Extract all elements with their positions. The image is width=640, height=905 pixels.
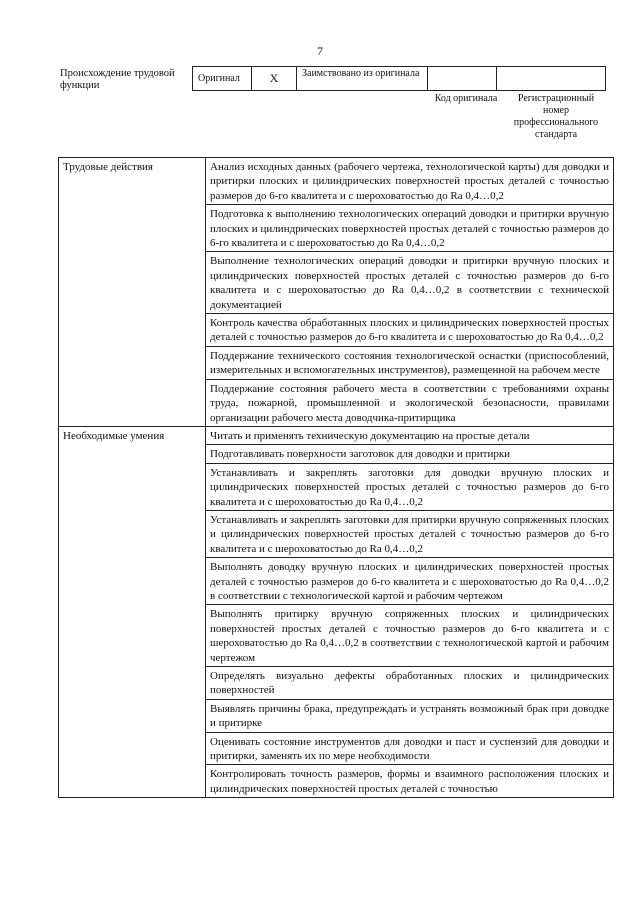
original-mark: X — [252, 67, 297, 91]
section-item: Оценивать состояние инструментов для доводки и паст и суспензий для доводки и притирки, заменять их по мере необходимости — [206, 732, 614, 765]
section-item: Читать и применять техническую документацию на простые детали — [206, 426, 614, 444]
section-item: Выполнение технологических операций доводки и притирки вручную плоских и цилиндрических поверхностей простых деталей с точностью размеров до 6-го квалитета и с шероховатостью до Ra 0,4…0,2 в соответствии с технической документацией — [206, 252, 614, 314]
code-cell — [428, 67, 497, 91]
section-item: Подготавливать поверхности заготовок для доводки и притирки — [206, 445, 614, 463]
origin-table — [192, 66, 606, 91]
labor-function-table — [58, 157, 614, 798]
origin-label: Происхождение трудовой функции — [60, 68, 175, 91]
section-item: Поддержание технического состояния технологической оснастки (приспособлений, измерительных и вспомогательных инструментов), размещенной на рабочем месте — [206, 346, 614, 379]
section-item: Контролировать точность размеров, формы и взаимного расположения плоских и цилиндрических поверхностей простых деталей с точностью — [206, 765, 614, 798]
section-item: Контроль качества обработанных плоских и цилиндрических поверхностей простых деталей с точностью размеров до 6-го квалитета и с шероховатостью до Ra 0,4…0,2 — [206, 314, 614, 347]
page-number: 7 — [317, 44, 323, 58]
section-item: Определять визуально дефекты обработанных плоских и цилиндрических поверхностей — [206, 667, 614, 700]
reg-caption: Регистрационный номер профессионального стандарта — [513, 93, 599, 140]
code-caption: Код оригинала — [434, 93, 498, 104]
section-item: Устанавливать и закреплять заготовки для притирки вручную сопряженных плоских и цилиндрических поверхностей простых деталей с точностью размеров до 6-го квалитета и с шероховатостью до Ra 0,4…0,2 — [206, 510, 614, 557]
reg-number-cell — [497, 67, 606, 91]
borrowed-label: Заимствовано из оригинала — [297, 67, 428, 91]
section-item: Выполнять доводку вручную плоских и цилиндрических поверхностей простых деталей с точностью размеров до 6-го квалитета и с шероховатостью до Ra 0,4…0,2 в соответствии с технологической картой и рабочим чертежом — [206, 558, 614, 605]
section-item: Подготовка к выполнению технологических операций доводки и притирки вручную плоских и цилиндрических поверхностей простых деталей с точностью размеров до 6-го квалитета и с шероховатостью до Ra 0,4…0,2 — [206, 205, 614, 252]
table-row — [59, 426, 614, 444]
section-item: Анализ исходных данных (рабочего чертежа, технологической карты) для доводки и притирки плоских и цилиндрических поверхностей простых деталей с точностью размеров до 6-го квалитета и с шероховатостью до Ra 0,4…0,2 — [206, 158, 614, 205]
section-item: Поддержание состояния рабочего места в соответствии с требованиями охраны труда, пожарной, промышленной и экологической безопасности, правилами организации рабочего места доводчика-притирщика — [206, 379, 614, 426]
section-item: Выявлять причины брака, предупреждать и устранять возможный брак при доводке и притирке — [206, 699, 614, 732]
table-row — [59, 158, 614, 205]
section-title: Трудовые действия — [59, 158, 206, 427]
section-item: Выполнять притирку вручную сопряженных плоских и цилиндрических поверхностей простых деталей с точностью размеров до 6-го квалитета и с шероховатостью до Ra 0,4…0,2 в соответствии с технологической картой и рабочим чертежом — [206, 605, 614, 667]
original-label: Оригинал — [193, 67, 252, 91]
section-title: Необходимые умения — [59, 426, 206, 797]
section-item: Устанавливать и закреплять заготовки для доводки вручную плоских и цилиндрических поверхностей простых деталей с точностью размеров до 6-го квалитета и с шероховатостью до Ra 0,4…0,2 — [206, 463, 614, 510]
